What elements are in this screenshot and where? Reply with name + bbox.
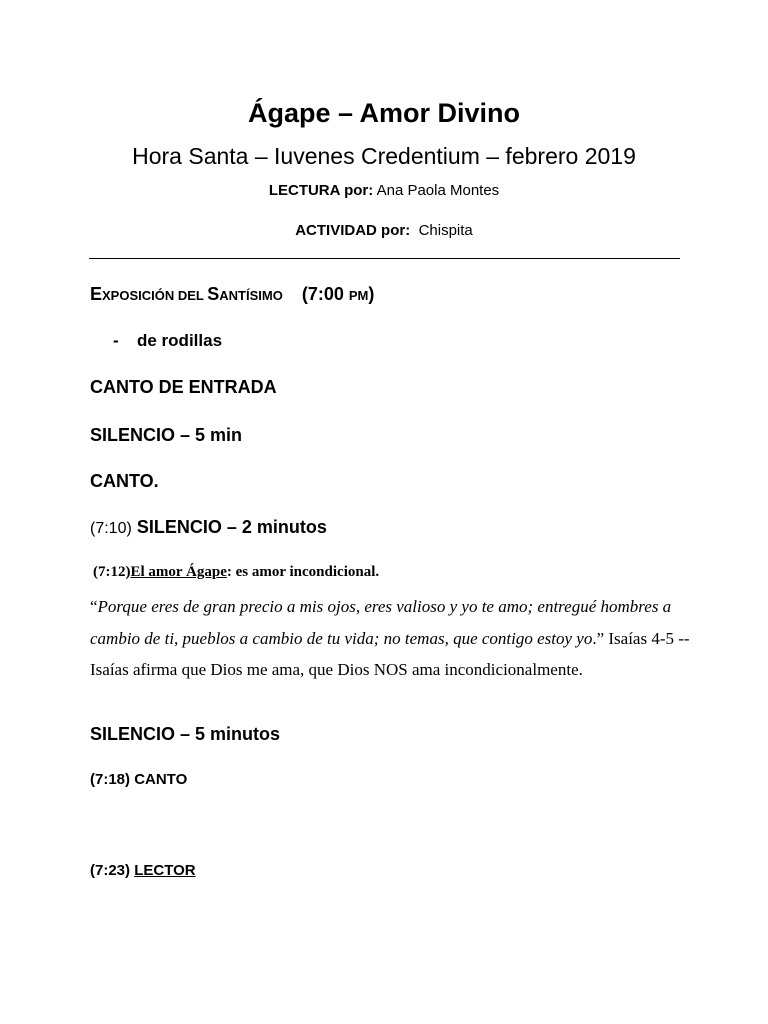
- silencio-2-label: SILENCIO – 2 minutos: [136, 517, 327, 537]
- quote-text: Porque eres de gran precio a mis ojos, eres valioso y yo te amo; entregué hombres a cambio de ti, pueblos a cambio de tu vida; no temas, que contigo estoy yo: [90, 597, 672, 648]
- list-item: [113, 331, 222, 351]
- page-title: Ágape – Amor Divino: [247, 98, 521, 128]
- exposicion-pm: PM: [348, 288, 369, 303]
- exposicion-initial: E: [90, 284, 103, 304]
- reading-label: LECTURA por:: [268, 182, 374, 199]
- quote-close: .”: [592, 628, 609, 648]
- reading-name: Ana Paola Montes: [376, 182, 500, 199]
- exposicion-heading: [90, 284, 374, 305]
- time-710: (7:10): [90, 520, 132, 537]
- exposicion-rest: XPOSICIÓN DEL: [102, 288, 208, 303]
- exposicion-close: ): [368, 284, 375, 304]
- lector-heading: [90, 862, 196, 879]
- reflection-heading: [93, 564, 379, 581]
- silencio-5-minutos-heading: SILENCIO – 5 minutos: [90, 724, 281, 744]
- quote-open: “: [90, 597, 98, 616]
- scripture-paragraph: [90, 591, 690, 686]
- activity-credit: [0, 222, 768, 239]
- activity-name: Chispita: [418, 222, 473, 239]
- canto-718-heading: [90, 771, 187, 788]
- time-718: (7:18): [90, 771, 131, 788]
- exposicion-time: (7:00: [301, 284, 344, 304]
- canto-heading: CANTO.: [90, 471, 159, 491]
- santisimo-rest: ANTÍSIMO: [219, 288, 283, 303]
- canto-entrada-heading: CANTO DE ENTRADA: [90, 377, 277, 397]
- activity-label: ACTIVIDAD por:: [295, 222, 411, 239]
- agape-heading-underlined: El amor Ágape: [130, 564, 227, 580]
- lector-label: LECTOR: [134, 862, 196, 879]
- bullet-text: de rodillas: [137, 331, 223, 350]
- reading-credit: [0, 182, 768, 199]
- time-712: (7:12): [93, 564, 131, 580]
- citation-text: Isaías 4-5 --Isaías afirma que Dios me ama, que Dios NOS ama incondicionalmente.: [90, 628, 690, 679]
- bullet-dash: -: [113, 331, 119, 350]
- silencio-2-heading: [90, 517, 327, 538]
- horizontal-rule: [89, 258, 680, 259]
- silencio-5-min-heading: SILENCIO – 5 min: [90, 425, 243, 445]
- time-723: (7:23): [90, 862, 131, 879]
- page-subtitle: Hora Santa – Iuvenes Credentium – febrero 2019: [132, 143, 636, 169]
- agape-heading-rest: : es amor incondicional.: [226, 564, 380, 580]
- santisimo-initial: S: [207, 284, 220, 304]
- canto-718-label: CANTO: [134, 771, 188, 788]
